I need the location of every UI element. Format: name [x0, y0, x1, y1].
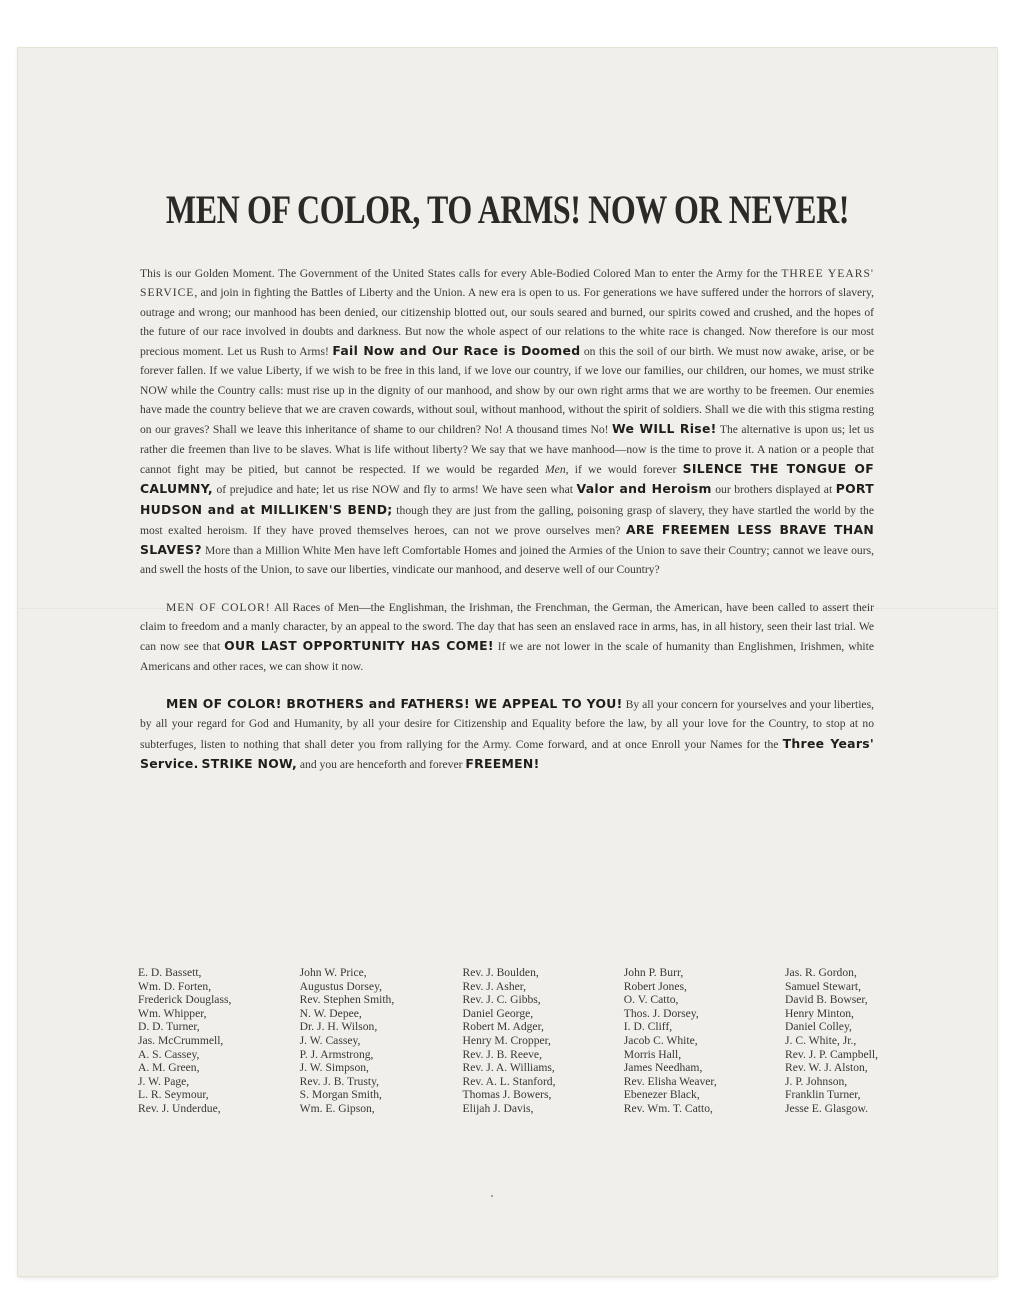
signers-column-4 [624, 966, 717, 1116]
paragraph-men-of-color [140, 598, 874, 676]
signer-name: Rev. J. Underdue, [138, 1101, 221, 1115]
signers-column-2 [300, 966, 395, 1116]
signer-name: John W. Price, [299, 966, 367, 979]
signer-name: Thos. J. Dorsey, [623, 1006, 699, 1020]
signers-list [138, 966, 878, 1116]
broadside-title: MEN OF COLOR, TO ARMS! NOW OR NEVER! [165, 187, 850, 232]
signer-name: Samuel Stewart, [785, 979, 862, 993]
signer-name: J. C. White, Jr., [785, 1033, 857, 1047]
emphasis-strike-now: STRIKE NOW, [201, 755, 298, 771]
broadside-sheet [18, 48, 997, 1276]
emphasis-freemen: FREEMEN! [465, 755, 540, 771]
signer-name: P. J. Armstrong, [299, 1047, 374, 1061]
signer-name: Jesse E. Glasgow. [785, 1101, 868, 1115]
signer-name: Rev. J. Boulden, [462, 966, 539, 979]
signer-name: Daniel George, [462, 1006, 534, 1020]
signer-name: I. D. Cliff, [623, 1020, 673, 1034]
signer-name: A. S. Cassey, [138, 1047, 200, 1061]
signer-name: Wm. Whipper, [138, 1006, 207, 1020]
signer-name: Rev. J. C. Gibbs, [462, 993, 541, 1007]
signer-name: Rev. J. A. Williams, [462, 1061, 555, 1075]
text-run: , and join in fighting the Battles of Liberty and the Union. A new era is open to us. For generations we have suffered under the horrors of slavery, outrage and wrong; our manhood has been denied, our citizenship blotted out, our souls seared and burned, our spirits cowed and crushed, and the hopes of the future of our race involved in doubts and darkness. But now the whole aspect of our relations to the white race is changed. Now therefore is our most precious moment. Let us Rush to Arms! [140, 286, 874, 359]
signer-name: Wm. E. Gipson, [299, 1101, 375, 1115]
signers-column-1 [138, 966, 231, 1116]
signer-name: J. W. Page, [138, 1074, 190, 1088]
signer-name: Jacob C. White, [623, 1033, 698, 1047]
signer-name: David B. Bowser, [785, 993, 868, 1007]
emphasis-men-of-color: MEN OF COLOR! [166, 600, 271, 614]
signer-name: D. D. Turner, [138, 1020, 200, 1034]
signer-name: Thomas J. Bowers, [462, 1088, 552, 1102]
signer-name: E. D. Bassett, [138, 966, 202, 979]
signer-name: Robert M. Adger, [462, 1020, 544, 1034]
text-run: All Races of Men—the Englishman, the Irishman, the Frenchman, the German, the American, have been called to assert their claim to freedom and a manly character, by an appeal to the sword. The day that has seen an enslaved race in arms, has, in all history, seen their last trial. We can now see that [140, 600, 874, 654]
signer-name: Frederick Douglass, [138, 993, 232, 1007]
signer-name: Rev. J. B. Trusty, [299, 1074, 380, 1088]
broadside-body [140, 264, 874, 792]
emphasis-we-appeal: MEN OF COLOR! BROTHERS and FATHERS! WE APPEAL TO YOU! [166, 695, 623, 711]
signer-name: Franklin Turner, [785, 1088, 861, 1102]
text-run: and you are henceforth and forever [297, 757, 466, 771]
signers-column-5 [785, 966, 878, 1116]
signer-name: L. R. Seymour, [138, 1088, 209, 1102]
signer-name: Daniel Colley, [785, 1020, 852, 1034]
signer-name: J. W. Simpson, [299, 1061, 369, 1075]
text-run: on this the soil of our birth. We must now awake, arise, or be forever fallen. If we value Liberty, if we wish to be free in this land, if we love our country, if we love our families, our children, our homes, we must strike NOW while the Country calls: must rise up in the dignity of our manhood, and show by our own right arms that we are worthy to be freemen. Our enemies have made the country believe that we are craven cowards, without soul, without manhood, without the spirit of soldiers. Shall we die with this stigma resting on our graves? Shall we leave this inheritance of shame to our children? No! A thousand times No! [140, 345, 874, 437]
signer-name: Jas. McCrummell, [138, 1033, 224, 1047]
emphasis-three-years-service: THREE YEARS' SERVICE [140, 267, 874, 300]
emphasis-men: Men [545, 462, 566, 476]
signer-name: Rev. Elisha Weaver, [623, 1074, 717, 1088]
emphasis-valor-heroism: Valor and Heroism [576, 481, 712, 497]
text-run: This is our Golden Moment. The Government of the United States calls for every Able-Bodied Colored Man to enter the Army for the [140, 267, 782, 280]
emphasis-three-years-service-2: Three Years' Service. [140, 735, 875, 771]
signer-name: Rev. W. J. Alston, [785, 1061, 868, 1075]
paragraph-golden-moment [140, 264, 874, 580]
signer-name: Rev. J. B. Reeve, [462, 1047, 542, 1061]
signer-name: N. W. Depee, [299, 1006, 362, 1020]
signer-name: Ebenezer Black, [623, 1088, 700, 1102]
signer-name: Rev. A. L. Stanford, [462, 1074, 556, 1088]
emphasis-we-will-rise: We WILL Rise! [612, 421, 717, 437]
signer-name: John P. Burr, [623, 966, 684, 979]
signers-column-3 [463, 966, 556, 1116]
signer-name: O. V. Catto, [623, 993, 679, 1007]
text-run: By all your concern for yourselves and your liberties, by all your regard for God and Humanity, by all your desire for Citizenship and Equality before the law, by all your love for the Country, to stop at no subterfuges, listen to nothing that shall deter you from rallying for the Army. Come forward, and at once Enroll your Names for the [140, 697, 874, 751]
signer-name: Augustus Dorsey, [299, 979, 383, 993]
signer-name: Rev. Stephen Smith, [299, 993, 395, 1007]
text-run: The alternative is upon us; let us rather die freemen than live to be slaves. What is life without liberty? We say that we have manhood—now is the time to prove it. A nation or a people that cannot fight may be pitied, but cannot be respected. If we would be regarded [140, 423, 874, 476]
text-run: of prejudice and hate; let us rise NOW and fly to arms! We have seen what [212, 483, 577, 497]
text-run: , if we would forever [565, 462, 683, 476]
paper-speck [491, 1195, 493, 1197]
signer-name: A. M. Green, [138, 1061, 200, 1075]
paragraph-appeal [140, 694, 874, 774]
signer-name: Dr. J. H. Wilson, [299, 1020, 378, 1034]
signer-name: Jas. R. Gordon, [785, 966, 857, 979]
signer-name: Robert Jones, [623, 979, 687, 993]
signer-name: J. P. Johnson, [785, 1074, 848, 1088]
text-run: If we are not lower in the scale of humanity than Englishmen, Irishmen, white Americans and other races, we can show it now. [140, 640, 874, 673]
emphasis-freemen-less-brave: ARE FREEMEN LESS BRAVE THAN SLAVES? [140, 521, 874, 558]
emphasis-port-hudson: PORT HUDSON and at MILLIKEN'S BEND; [140, 481, 874, 517]
signer-name: Morris Hall, [623, 1047, 682, 1061]
text-run: More than a Million White Men have left Comfortable Homes and joined the Armies of the Union to save their Country; cannot we leave ours, and swell the hosts of the Union, to save our liberties, vindicate our manhood, and deserve well of our Country? [140, 544, 874, 577]
text-run: though they are just from the galling, poisoning grasp of slavery, they have startled the world by the most exalted heroism. If they have proved themselves heroes, can not we prove ourselves men? [140, 503, 874, 537]
signer-name: Rev. J. P. Campbell, [785, 1047, 878, 1061]
text-run: our brothers displayed at [711, 483, 836, 497]
signer-name: Elijah J. Davis, [462, 1101, 534, 1115]
emphasis-last-opportunity: OUR LAST OPPORTUNITY HAS COME! [224, 638, 494, 654]
signer-name: James Needham, [623, 1061, 703, 1075]
signer-name: Henry Minton, [785, 1006, 854, 1020]
emphasis-fail-now: Fail Now and Our Race is Doomed [332, 343, 581, 359]
signer-name: J. W. Cassey, [299, 1033, 361, 1047]
signer-name: S. Morgan Smith, [299, 1088, 382, 1102]
signer-name: Wm. D. Forten, [138, 979, 212, 993]
signer-name: Rev. J. Asher, [462, 979, 527, 993]
emphasis-silence-calumny: SILENCE THE TONGUE OF CALUMNY, [140, 460, 874, 497]
signer-name: Rev. Wm. T. Catto, [623, 1101, 713, 1115]
signer-name: Henry M. Cropper, [462, 1033, 551, 1047]
